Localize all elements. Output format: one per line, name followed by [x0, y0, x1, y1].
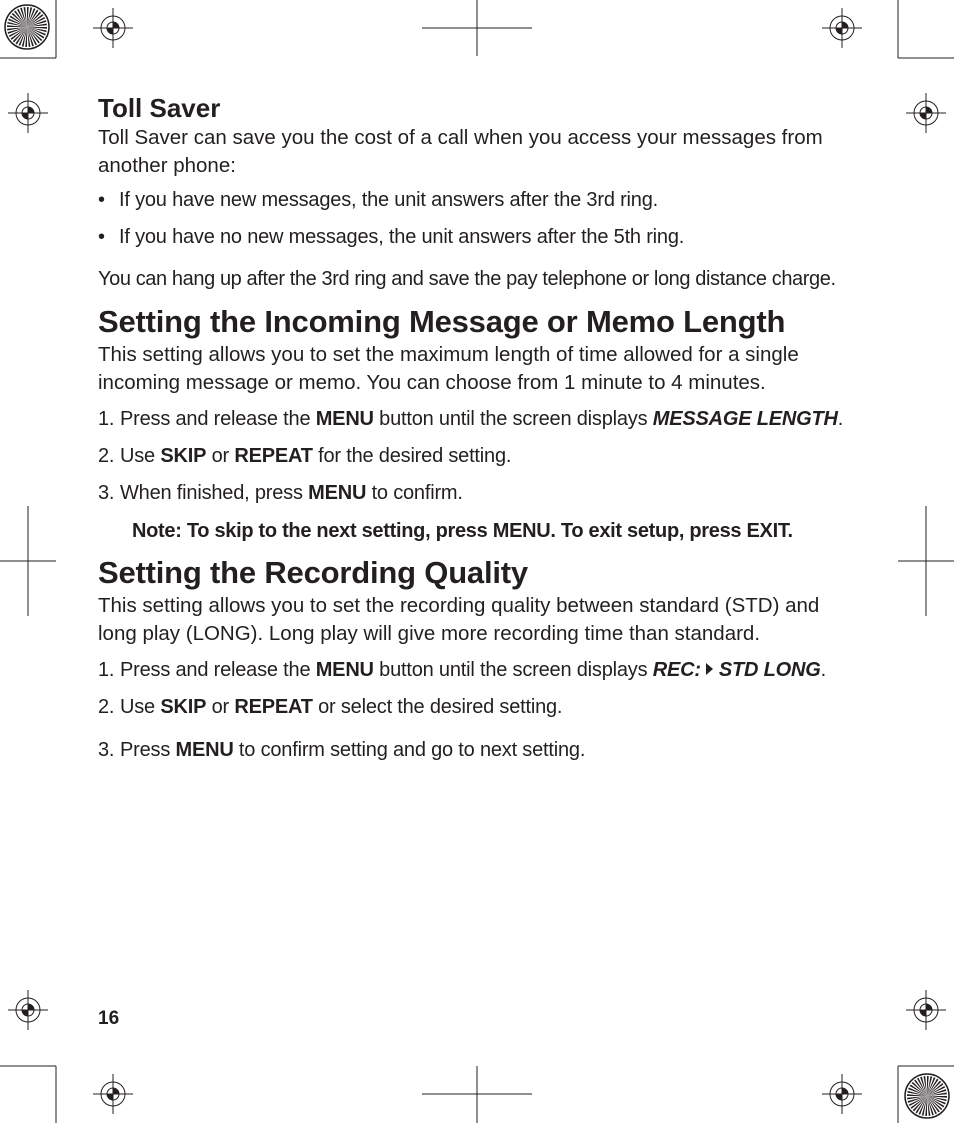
- page-content: [98, 92, 858, 764]
- section-heading-recording-quality: Setting the Recording Quality: [98, 555, 528, 590]
- recording-quality-intro: This setting allows you to set the recording quality between standard (STD) and long play (LONG). Long play will give more recording time than standard.: [98, 594, 820, 645]
- toll-saver-heading: Toll Saver: [98, 93, 221, 123]
- list-item: • If you have new messages, the unit answers after the 3rd ring.: [98, 189, 659, 211]
- page-number: 16: [98, 1008, 120, 1029]
- step-item: 2. Use SKIP or REPEAT or select the desired setting.: [98, 696, 563, 718]
- section-heading-message-length: Setting the Incoming Message or Memo Length: [98, 304, 786, 339]
- toll-saver-closing: You can hang up after the 3rd ring and save the pay telephone or long distance charge.: [98, 268, 836, 290]
- arrow-right-icon: [706, 663, 713, 675]
- step-item: 1. Press and release the MENU button until the screen displays REC: STD LONG.: [98, 659, 826, 681]
- step-item: 1. Press and release the MENU button until the screen displays MESSAGE LENGTH.: [98, 408, 844, 430]
- step-item: 3. When finished, press MENU to confirm.: [98, 482, 463, 504]
- toll-saver-intro: Toll Saver can save you the cost of a call when you access your messages from another phone:: [98, 126, 823, 177]
- list-item: • If you have no new messages, the unit answers after the 5th ring.: [98, 226, 685, 248]
- step-item: 3. Press MENU to confirm setting and go to next setting.: [98, 739, 586, 761]
- step-item: 2. Use SKIP or REPEAT for the desired setting.: [98, 445, 512, 467]
- message-length-intro: This setting allows you to set the maximum length of time allowed for a single incoming message or memo. You can choose from 1 minute to 4 minutes.: [98, 343, 799, 394]
- note-text: Note: To skip to the next setting, press MENU. To exit setup, press EXIT.: [132, 520, 793, 542]
